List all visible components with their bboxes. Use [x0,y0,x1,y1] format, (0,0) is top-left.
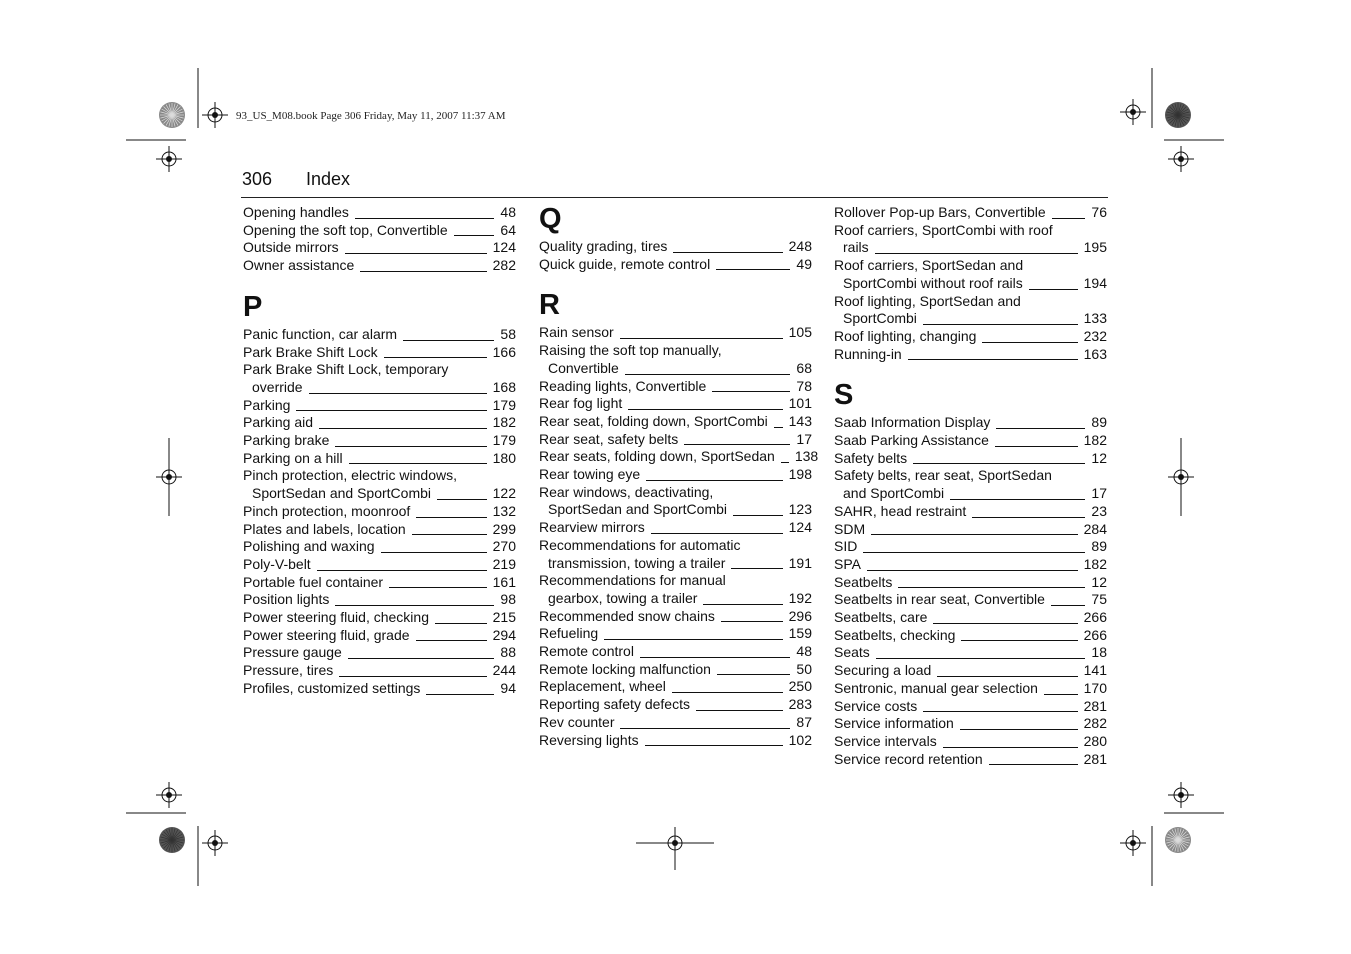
index-entry-term: Remote locking malfunction [539,660,711,677]
index-entry-page: 89 [1091,538,1107,555]
index-entry-page: 195 [1083,239,1107,256]
index-entry-term: Rearview mirrors [539,519,645,536]
index-entry-page: 64 [500,221,516,238]
page-number: 306 [242,169,273,189]
index-entry-page: 68 [796,359,812,376]
index-entry-term: SportCombi [843,310,917,327]
index-entry-term: Saab Information Display [834,414,991,431]
index-entry-page: 294 [492,626,516,643]
index-entry-page: 143 [788,412,812,429]
index-entry-term: Service information [834,715,954,732]
index-entry-term: Seatbelts, checking [834,626,956,643]
index-entry-page: 163 [1083,345,1107,362]
index-entry-term: SAHR, head restraint [834,502,967,519]
index-entry-term: Poly-V-belt [243,555,311,572]
index-entry-page: 179 [492,396,516,413]
index-entry-term: SportCombi without roof rails [843,274,1023,291]
index-entry-page: 179 [492,432,516,449]
index-entry-page: 250 [788,678,812,695]
index-entry-term: Pinch protection, electric windows, [243,467,457,484]
index-entry-term: Pinch protection, moonroof [243,502,411,519]
index-entry-page: 192 [788,589,812,606]
index-entry-term: Quick guide, remote control [539,255,711,272]
index-entry-page: 94 [500,679,516,696]
index-entry-term: Owner assistance [243,257,355,274]
index-entry-term: Seatbelts in rear seat, Convertible [834,591,1045,608]
index-entry-term: Roof lighting, changing [834,327,977,344]
index-entry-term: Profiles, customized settings [243,679,421,696]
index-entry-term: Rear seat, folding down, SportCombi [539,412,768,429]
index-entry-page: 194 [1083,274,1107,291]
index-entry-page: 48 [796,643,812,660]
index-entry-page: 161 [492,573,516,590]
print-slug: 93_US_M08.book Page 306 Friday, May 11, 2007 11:37 AM [236,110,506,122]
index-entry-term: Seats [834,644,870,661]
index-letter-heading: Q [539,203,562,235]
index-entry-term: Running-in [834,345,902,362]
index-entry-term: Rain sensor [539,324,614,341]
index-entry-term: Parking on a hill [243,449,343,466]
index-letter-heading: P [243,290,263,323]
index-entry-page: 281 [1083,697,1107,714]
index-entry-page: 12 [1091,449,1107,466]
index-entry-page: 12 [1091,573,1107,590]
index-entry-term: SportSedan and SportCombi [548,501,727,518]
index-entry-page: 180 [492,449,516,466]
index-entry-term: Rear seat, safety belts [539,430,679,447]
index-entry-term: Pressure gauge [243,644,342,661]
index-entry-page: 270 [492,538,516,555]
index-entry-term: Roof lighting, SportSedan and [834,292,1021,309]
index-entry-page: 266 [1083,609,1107,626]
index-entry-term: Opening handles [243,204,349,220]
index-entry-page: 299 [492,520,516,537]
index-entry-term: Remote control [539,643,634,660]
index-entry-page: 124 [492,239,516,256]
index-entry-page: 17 [1091,485,1107,502]
index-entry-page: 78 [796,377,812,394]
index-entry-page: 296 [788,607,812,624]
index-entry-page: 182 [492,414,516,431]
index-entry-term: and SportCombi [843,485,945,502]
index-entry-term: Replacement, wheel [539,678,666,695]
index-entry-page: 138 [794,448,819,465]
index-entry-page: 159 [788,625,812,642]
index-letter-heading: R [539,289,560,322]
index-entry-term: Raising the soft top manually, [539,342,722,359]
index-entry-term: SDM [834,520,866,537]
index-entry-page: 23 [1091,502,1107,519]
index-entry-term: Power steering fluid, grade [243,626,410,643]
index-entry-term: Park Brake Shift Lock [243,343,378,360]
index-entry-page: 198 [788,466,812,483]
index-entry-term: Quality grading, tires [539,238,668,254]
index-entry-term: Portable fuel container [243,573,384,590]
index-entry-page: 191 [788,554,812,571]
index-entry-term: Seatbelts, care [834,609,928,626]
index-entry-page: 244 [492,662,516,679]
index-entry-term: SID [834,538,858,555]
index-entry-page: 89 [1091,414,1107,431]
index-entry-page: 18 [1091,644,1107,661]
index-entry-term: Reading lights, Convertible [539,377,707,394]
page-title: Index [306,169,351,189]
index-entry-page: 76 [1091,204,1107,220]
index-entry-term: Rear fog light [539,395,623,412]
index-entry-page: 266 [1083,626,1107,643]
index-entry-page: 58 [500,325,516,342]
index-entry-term: SPA [834,555,861,572]
index-entry-page: 283 [788,696,812,713]
index-entry-term: Rear seats, folding down, SportSedan [539,448,775,465]
index-entry-page: 124 [788,519,812,536]
index-entry-page: 133 [1083,310,1107,327]
index-entry-term: Rollover Pop-up Bars, Convertible [834,204,1046,220]
index-entry-page: 182 [1083,432,1107,449]
index-entry-term: gearbox, towing a trailer [548,589,698,606]
index-entry-term: Safety belts [834,449,908,466]
index-entry-term: Seatbelts [834,573,893,590]
index-entry-term: SportSedan and SportCombi [252,485,431,502]
index-entry-page: 105 [788,324,812,341]
index-entry-term: Parking aid [243,414,314,431]
index-entry-page: 141 [1083,662,1107,679]
index-entry-term: Outside mirrors [243,239,339,256]
index-entry-page: 215 [492,609,516,626]
index-entry-term: Parking [243,396,291,413]
index-entry-term: Polishing and waxing [243,538,375,555]
index-entry-term: Service intervals [834,732,937,749]
index-entry-page: 49 [796,255,812,272]
index-entry-term: override [252,378,303,395]
index-entry-page: 132 [492,502,516,519]
index-entry-page: 88 [500,644,516,661]
index-entry-page: 101 [788,395,812,412]
index-entry-page: 248 [788,238,812,254]
index-entry-term: Sentronic, manual gear selection [834,679,1038,696]
index-entry-page: 282 [1083,715,1107,732]
index-entry-term: Opening the soft top, Convertible [243,221,448,238]
index-entry-term: Recommendations for automatic [539,536,741,553]
index-entry-page: 280 [1083,732,1107,749]
index-entry-page: 123 [788,501,812,518]
index-entry-term: Safety belts, rear seat, SportSedan [834,467,1052,484]
index-letter-heading: S [834,379,854,412]
index-entry-term: Park Brake Shift Lock, temporary [243,361,449,378]
index-entry-term: Convertible [548,359,619,376]
index-entry-term: Service costs [834,697,918,714]
index-entry-term: Parking brake [243,432,330,449]
index-entry-term: Position lights [243,591,330,608]
index-entry-term: rails [843,239,869,256]
index-entry-term: Roof carriers, SportCombi with roof [834,221,1053,238]
index-entry-term: Recommended snow chains [539,607,715,624]
index-entry-page: 166 [492,343,516,360]
index-entry-page: 182 [1083,555,1107,572]
index-entry-term: Rear towing eye [539,466,641,483]
index-entry-term: Saab Parking Assistance [834,432,989,449]
index-entry-page: 281 [1083,750,1107,767]
index-entry-page: 122 [492,485,516,502]
index-entry-page: 87 [796,713,812,730]
index-entry-page: 75 [1091,591,1107,608]
index-entry-term: Reversing lights [539,731,639,748]
index-entry-term: Rev counter [539,713,615,730]
index-entry-term: Refueling [539,625,599,642]
index-entry-page: 168 [492,378,516,395]
index-entry-page: 232 [1083,327,1107,344]
index-entry-page: 48 [500,204,516,220]
index-entry-page: 102 [788,731,812,748]
index-entry-page: 17 [796,430,812,447]
index-entry-term: Service record retention [834,750,983,767]
index-entry-term: Rear windows, deactivating, [539,483,714,500]
index-entry-page: 282 [492,257,516,274]
index-entry-page: 98 [500,591,516,608]
index-entry-term: Roof carriers, SportSedan and [834,257,1024,274]
index-entry-page: 170 [1083,679,1107,696]
index-entry-page: 219 [492,555,516,572]
index-entry-term: Power steering fluid, checking [243,609,429,626]
index-entry-page: 50 [796,660,812,677]
index-entry-term: Pressure, tires [243,662,334,679]
index-entry-term: transmission, towing a trailer [548,554,726,571]
index-entry-term: Panic function, car alarm [243,325,398,342]
index-entry-term: Recommendations for manual [539,572,726,589]
index-entry-term: Securing a load [834,662,932,679]
index-entry-term: Reporting safety defects [539,696,690,713]
index-entry-term: Plates and labels, location [243,520,406,537]
index-entry-page: 284 [1083,520,1107,537]
